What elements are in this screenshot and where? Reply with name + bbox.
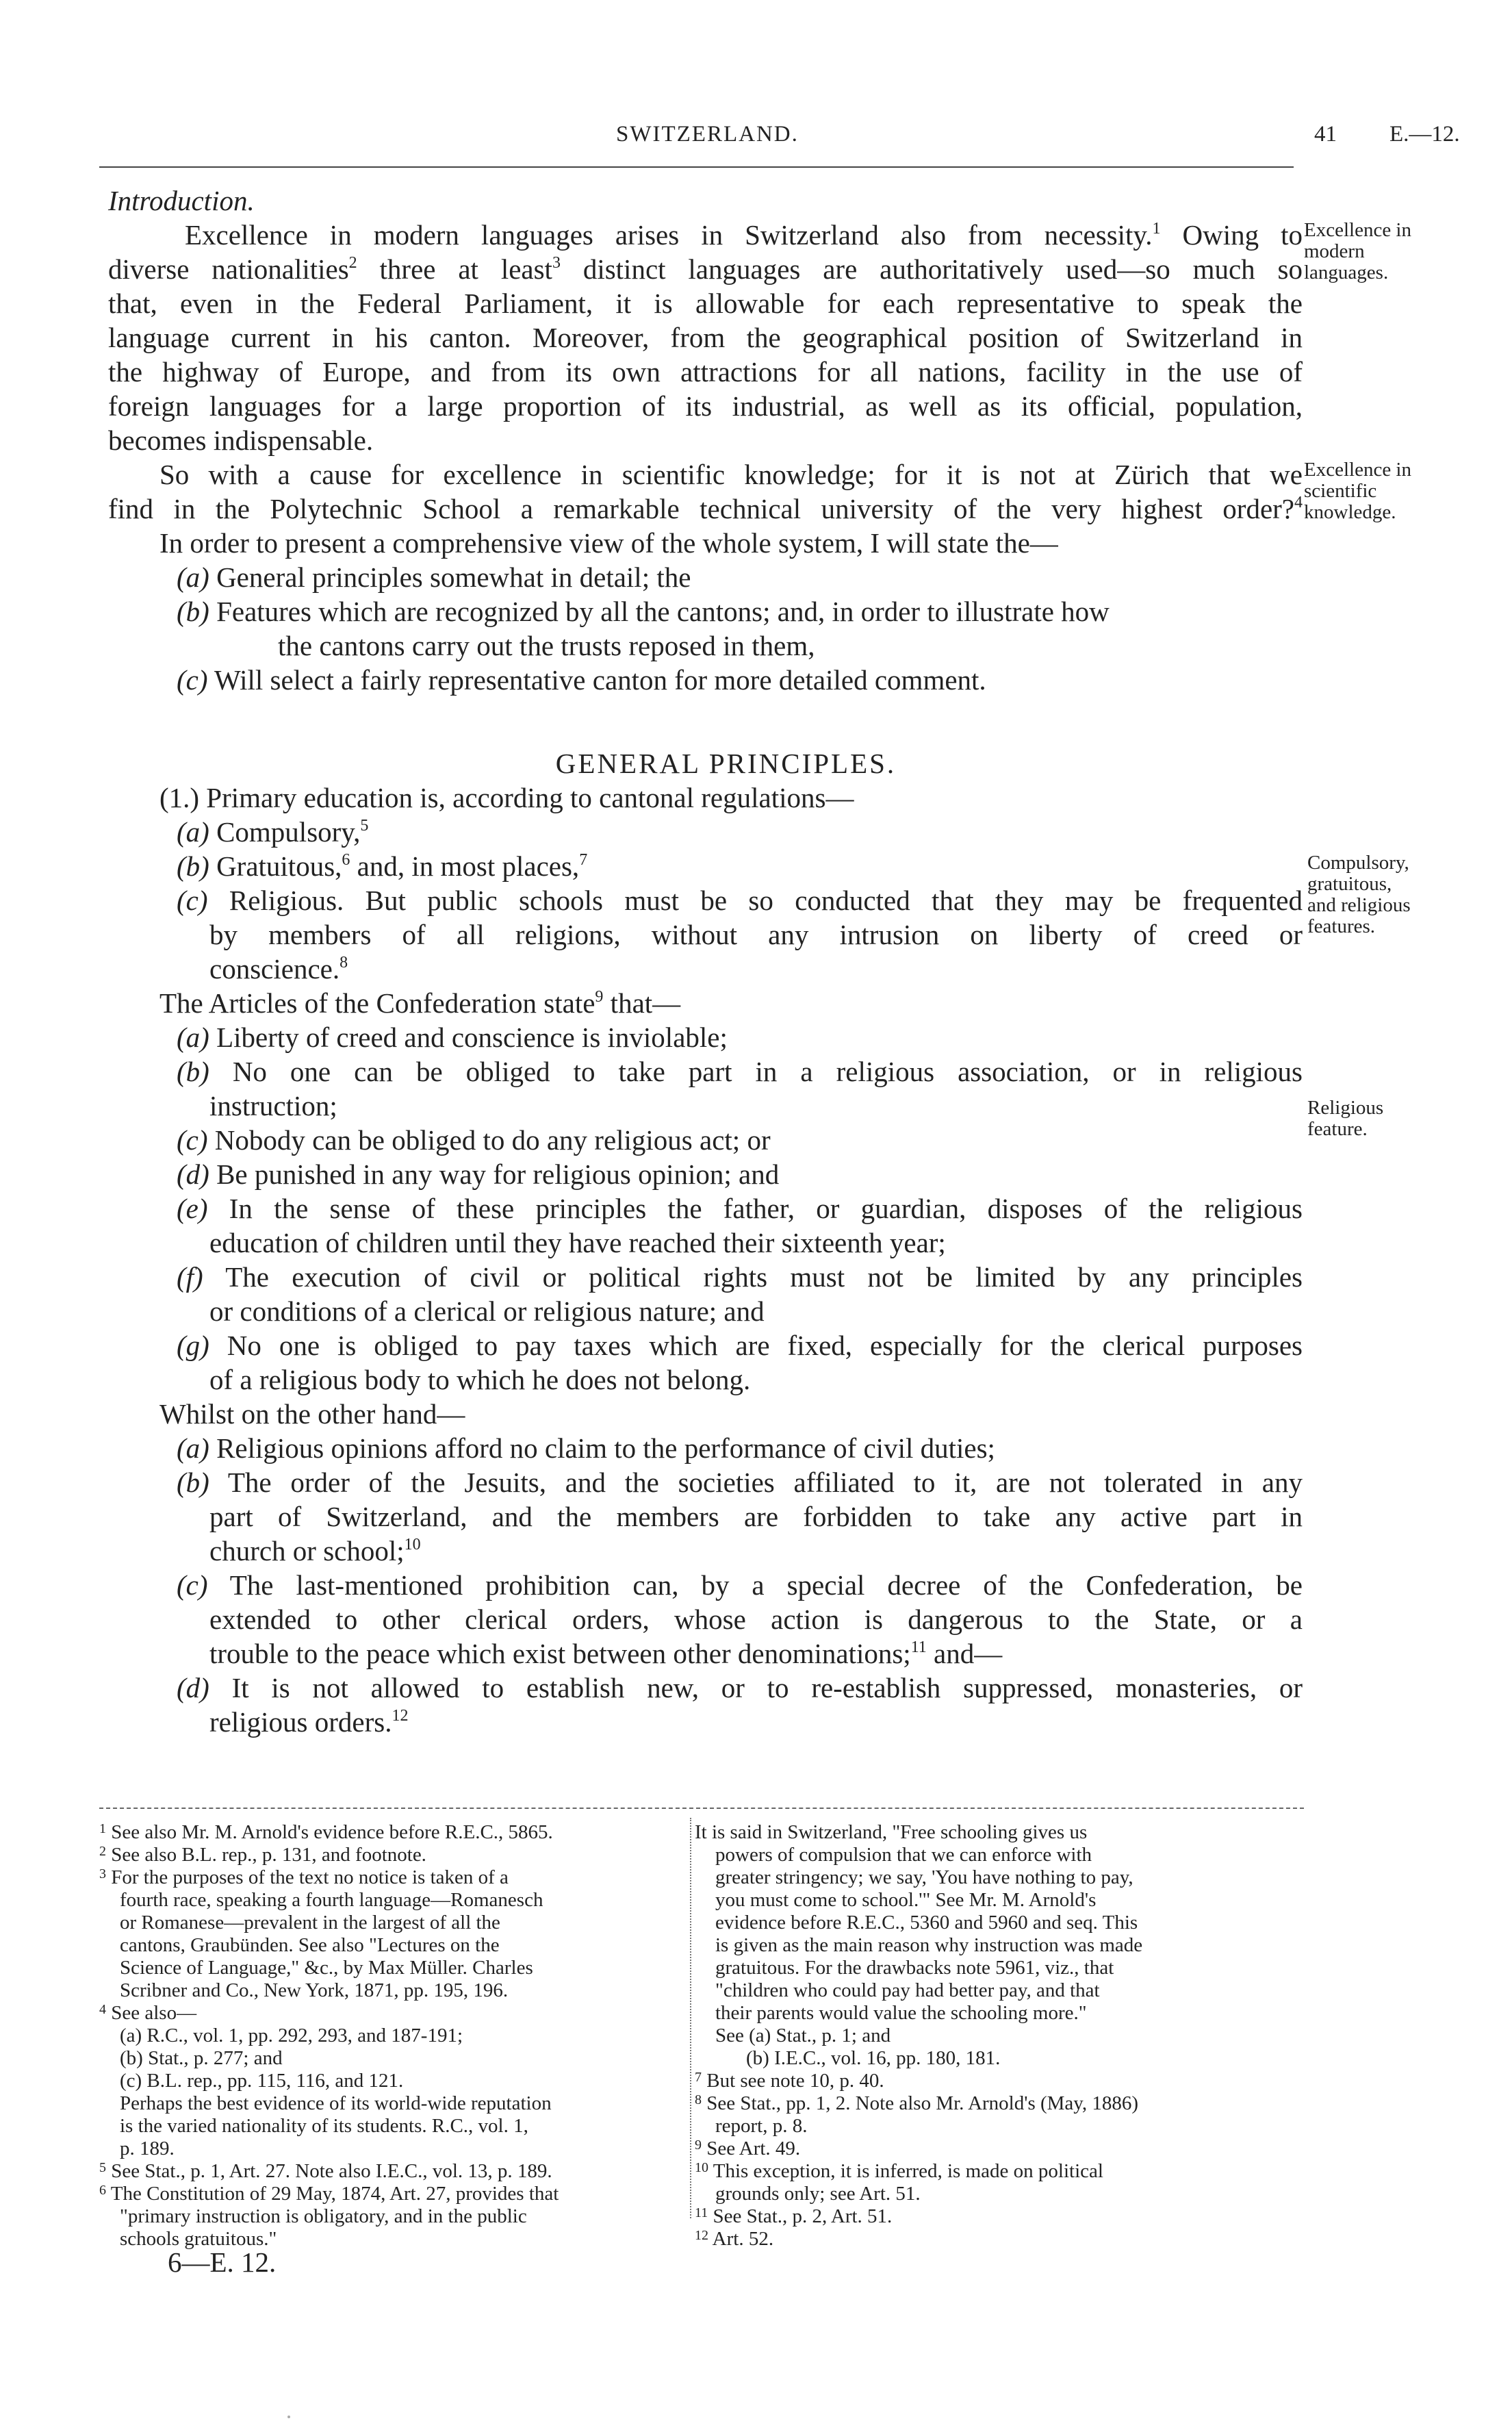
footnote-line: report, p. 8. — [715, 2115, 808, 2137]
footnote-line: $^6$ The Constitution of 29 May, 1874, Art. 27, provides that — [99, 2183, 559, 2205]
sidenote-languages: Excellence in modern languages. — [1304, 219, 1411, 283]
list-item: (e) In the sense of these principles the father, or guardian, disposes of the religious — [177, 1193, 1303, 1224]
footnote-line: $^{11}$ See Stat., p. 2, Art. 51. — [695, 2205, 893, 2227]
paragraph-line: that, even in the Federal Parliament, it is allowable for each representative to speak the — [108, 288, 1303, 319]
footnote-line: $^{10}$ This exception, it is inferred, is made on political — [695, 2160, 1103, 2182]
list-item-continuation: trouble to the peace which exist between other denominations;$^{11}$ and— — [209, 1638, 1003, 1669]
footnote-line: evidence before R.E.C., 5360 and 5960 and seq. This — [715, 1912, 1138, 1934]
footnote-line: "children who could pay had better pay, and that — [715, 1979, 1100, 2001]
page-speck — [287, 2416, 290, 2418]
footnote-line: It is said in Switzerland, "Free schooling gives us — [695, 1821, 1088, 1843]
footnote-line: is the varied nationality of its students. R.C., vol. 1, — [120, 2115, 528, 2137]
paragraph-line: The Articles of the Confederation state$^9$ that— — [159, 987, 681, 1019]
footnote-line: cantons, Graubünden. See also "Lectures on the — [120, 1934, 500, 1956]
main-text — [108, 183, 1303, 1739]
list-item: (a) Compulsory,$^5$ — [177, 816, 369, 848]
report-code: E.—12. — [1389, 122, 1460, 147]
list-item-continuation: religious orders.$^{12}$ — [209, 1706, 409, 1738]
footnote-line: grounds only; see Art. 51. — [715, 2183, 921, 2205]
footnote-line: p. 189. — [120, 2138, 175, 2159]
footnote-column-divider — [690, 1818, 691, 2218]
footnote-line: (b) Stat., p. 277; and — [120, 2047, 283, 2069]
paragraph-line: language current in his canton. Moreover, from the geographical position of Switzerland in — [108, 322, 1303, 353]
page-number: 41 — [1314, 122, 1337, 147]
footnote-line: schools gratuitous." — [120, 2228, 277, 2250]
list-item-continuation: education of children until they have reached their sixteenth year; — [209, 1227, 946, 1258]
footnote-line: you must come to school.'" See Mr. M. Arnold's — [715, 1889, 1097, 1911]
list-item: (c) Religious. But public schools must be so conducted that they may be frequented — [177, 885, 1303, 916]
sidenote-compulsory: Compulsory, gratuitous, and religious features. — [1307, 852, 1411, 937]
footnotes-left — [99, 1821, 681, 2251]
list-item: (b) The order of the Jesuits, and the societies affiliated to it, are not tolerated in any — [177, 1467, 1303, 1498]
paragraph-line: becomes indispensable. — [108, 424, 374, 456]
footnote-line: $^7$ But see note 10, p. 40. — [695, 2070, 884, 2092]
paragraph-line: the highway of Europe, and from its own attractions for all nations, facility in the use of — [108, 356, 1303, 388]
footnote-line: $^4$ See also— — [99, 2002, 197, 2024]
footnote-line: powers of compulsion that we can enforce with — [715, 1844, 1092, 1866]
list-item-continuation: the cantons carry out the trusts reposed in them, — [278, 630, 815, 661]
paragraph-line: diverse nationalities$^2$ three at least$^3$ distinct languages are authoritatively used—so much so — [108, 253, 1303, 285]
list-item: (g) No one is obliged to pay taxes which are fixed, especially for the clerical purposes — [177, 1330, 1303, 1361]
list-item-continuation: extended to other clerical orders, whose action is dangerous to the State, or a — [209, 1603, 1303, 1635]
footnote-line: gratuitous. For the drawbacks note 5961, viz., that — [715, 1957, 1114, 1979]
footnote-line: (a) R.C., vol. 1, pp. 292, 293, and 187-191; — [120, 2025, 463, 2046]
list-item-continuation: by members of all religions, without any intrusion on liberty of creed or — [209, 919, 1303, 950]
running-header-title: SWITZERLAND. — [616, 122, 799, 147]
footnote-line: Perhaps the best evidence of its world-wide reputation — [120, 2092, 552, 2114]
list-item-continuation: conscience.$^8$ — [209, 953, 348, 985]
footnote-line: $^5$ See Stat., p. 1, Art. 27. Note also I.E.C., vol. 13, p. 189. — [99, 2160, 552, 2182]
list-item-continuation: instruction; — [209, 1090, 337, 1121]
footnote-line: $^3$ For the purposes of the text no notice is taken of a — [99, 1866, 509, 1888]
list-item: (b) No one can be obliged to take part in a religious association, or in religious — [177, 1056, 1303, 1087]
footnote-line: $^{12}$ Art. 52. — [695, 2228, 774, 2250]
list-item: (a) Liberty of creed and conscience is inviolable; — [177, 1022, 728, 1053]
footnote-line: greater stringency; we say, 'You have nothing to pay, — [715, 1866, 1133, 1888]
footnote-line: $^8$ See Stat., pp. 1, 2. Note also Mr. Arnold's (May, 1886) — [695, 2092, 1139, 2114]
header-rule — [99, 166, 1294, 168]
paragraph-line: find in the Polytechnic School a remarkable technical university of the very highest order?$^4$ — [108, 493, 1303, 524]
footnote-line: Scribner and Co., New York, 1871, pp. 195, 196. — [120, 1979, 509, 2001]
list-item: (c) Will select a fairly representative canton for more detailed comment. — [177, 664, 986, 696]
list-item: (d) Be punished in any way for religious opinion; and — [177, 1158, 780, 1190]
sidenote-religious: Religious feature. — [1307, 1097, 1384, 1140]
paragraph-line: So with a cause for excellence in scientific knowledge; for it is not at Zürich that we — [159, 459, 1303, 490]
footnote-line: or Romanese—prevalent in the largest of all the — [120, 1912, 500, 1934]
footnote-line: (c) B.L. rep., pp. 115, 116, and 121. — [120, 2070, 404, 2092]
sidenote-science: Excellence in scientific knowledge. — [1304, 459, 1411, 523]
list-item-continuation: or conditions of a clerical or religious nature; and — [209, 1295, 765, 1327]
footnotes-right — [695, 1821, 1297, 2251]
footnote-line: $^1$ See also Mr. M. Arnold's evidence before R.E.C., 5865. — [99, 1821, 553, 1843]
footnote-line: Science of Language," &c., by Max Müller. Charles — [120, 1957, 533, 1979]
signature-mark: 6—E. 12. — [168, 2246, 277, 2278]
list-item-continuation: church or school;$^{10}$ — [209, 1535, 421, 1567]
footnote-line: $^2$ See also B.L. rep., p. 131, and footnote. — [99, 1844, 426, 1866]
footnote-line: is given as the main reason why instruction was made — [715, 1934, 1143, 1956]
footnote-line: See (a) Stat., p. 1; and — [715, 2025, 891, 2046]
list-item: (a) General principles somewhat in detail; the — [177, 561, 691, 593]
footnote-line: "primary instruction is obligatory, and in the public — [120, 2205, 527, 2227]
footnote-line: $^9$ See Art. 49. — [695, 2138, 801, 2159]
list-item: (c) Nobody can be obliged to do any religious act; or — [177, 1124, 771, 1156]
footnote-line: fourth race, speaking a fourth language—Romanesch — [120, 1889, 543, 1911]
footnote-line: (b) I.E.C., vol. 16, pp. 180, 181. — [746, 2047, 1001, 2069]
paragraph-line: foreign languages for a large proportion of its industrial, as well as its official, population, — [108, 390, 1303, 422]
paragraph-line: Whilst on the other hand— — [159, 1398, 465, 1430]
footnote-line: their parents would value the schooling more." — [715, 2002, 1087, 2024]
list-item-continuation: part of Switzerland, and the members are forbidden to take any active part in — [209, 1501, 1303, 1532]
list-item-continuation: of a religious body to which he does not belong. — [209, 1364, 751, 1395]
list-item: (c) The last-mentioned prohibition can, by a special decree of the Confederation, be — [177, 1569, 1303, 1601]
list-item: (a) Religious opinions afford no claim to the performance of civil duties; — [177, 1432, 995, 1464]
section-heading: GENERAL PRINCIPLES. — [555, 748, 897, 779]
list-item: (f) The execution of civil or political rights must not be limited by any principles — [177, 1261, 1303, 1293]
paragraph-line: Excellence in modern languages arises in Switzerland also from necessity.$^1$ Owing to — [185, 219, 1303, 251]
paragraph-line: (1.) Primary education is, according to cantonal regulations— — [159, 782, 854, 813]
list-item: (b) Features which are recognized by all the cantons; and, in order to illustrate how — [177, 596, 1110, 627]
list-item: (d) It is not allowed to establish new, or to re-establish suppressed, monasteries, or — [177, 1672, 1303, 1703]
footnote-rule — [99, 1808, 1304, 1809]
list-item: (b) Gratuitous,$^6$ and, in most places,$^7$ — [177, 850, 588, 882]
section-label: Introduction. — [108, 185, 255, 216]
paragraph-line: In order to present a comprehensive view of the whole system, I will state the— — [159, 527, 1058, 559]
